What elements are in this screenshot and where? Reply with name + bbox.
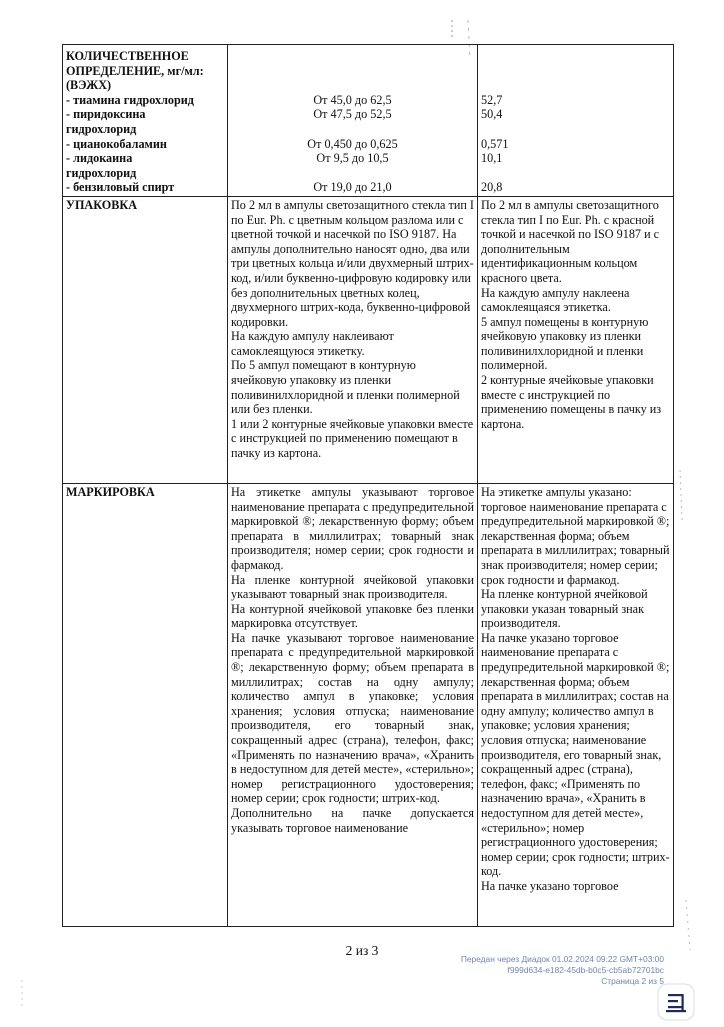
packaging-spec-paragraph: По 5 ампул помещают в контурную ячейковую упаковку из пленки поливинилхлоридной и пленки полимерной или без пленки. bbox=[231, 358, 460, 417]
assay-component-name: - бензиловый спирт bbox=[66, 180, 175, 195]
assay-value bbox=[481, 122, 670, 137]
packaging-spec-paragraph: 1 или 2 контурные ячейковые упаковки вместе с инструкцией по применению помещают в пачку из картона. bbox=[231, 416, 474, 461]
packaging-actual-paragraph: По 2 мл в ампулы светозащитного стекла тип I по Eur. Ph. с красной точкой и насечкой по ISO 9187 и с дополнительным идентификационным кольцом красного цвета. bbox=[481, 197, 660, 285]
marking-spec-paragraph: Дополнительно на пачке допускается указывать торговое наименование bbox=[231, 806, 474, 835]
marking-section bbox=[63, 483, 674, 926]
assay-value bbox=[481, 166, 670, 181]
page-number: 2 из 3 bbox=[345, 943, 379, 958]
assay-range: От 45,0 до 62,5 bbox=[313, 92, 392, 107]
assay-value: 20,8 bbox=[481, 180, 503, 195]
assay-component-name: гидрохлорид bbox=[66, 121, 137, 136]
assay-range: От 47,5 до 52,5 bbox=[313, 107, 392, 122]
diadoc-logo-icon bbox=[656, 982, 696, 1022]
stamp-transfer-line: Передан через Диадок 01.02.2024 09:22 GMT+03:00 bbox=[460, 954, 664, 964]
packaging-actual-cell bbox=[478, 196, 674, 483]
stamp-page-line: Страница 2 из 5 bbox=[601, 976, 664, 986]
packaging-actual-paragraph: 5 ампул помещены в контурную ячейковую упаковку из пленки поливинилхлоридной и пленки полимерной. bbox=[481, 314, 649, 373]
diadoc-stamp bbox=[452, 954, 664, 987]
marking-spec-paragraph: На пленке контурной ячейковой упаковки указывают товарный знак производителя. bbox=[231, 572, 474, 602]
marking-actual-paragraph: На пленке контурной ячейковой упаковки указан товарный знак производителя. bbox=[481, 587, 648, 631]
marking-actual-cell bbox=[478, 483, 674, 926]
assay-section bbox=[63, 45, 674, 197]
assay-component-name: - пиридоксина bbox=[66, 107, 146, 122]
packaging-spec-paragraph: По 2 мл в ампулы светозащитного стекла тип I по Eur. Ph. с цветным кольцом разлома или с цветной точкой и насечкой по ISO 9187. На ампулы дополнительно наносят одно, два или три цветных кольца и/или двухмерный штрих-код, и/или буквенно-цифровую кодировку или без дополнительных цветных колец, двухмерного штрих-кода, буквенно-цифровой кодировки. bbox=[231, 197, 474, 329]
assay-value: 10,1 bbox=[481, 151, 503, 166]
assay-result-cell bbox=[478, 45, 674, 197]
marking-spec-cell bbox=[228, 483, 478, 926]
marking-spec-paragraph: На контурной ячейковой упаковке без пленки маркировка отсутствует. bbox=[231, 601, 474, 631]
marking-actual-paragraph: На этикетке ампулы указано: торговое наименование препарата с предупредительной маркировкой ®; лекарственная форма; объем препарата в миллилитрах; товарный знак производителя; номер серии; срок годности и фармакод. bbox=[481, 484, 670, 587]
assay-spec-cell bbox=[228, 45, 478, 197]
assay-component-name: - цианокобаламин bbox=[66, 136, 167, 151]
assay-component-name: гидрохлорид bbox=[66, 165, 137, 180]
marking-actual-paragraph: На пачке указано торговое bbox=[481, 878, 619, 893]
packaging-actual-paragraph: 2 контурные ячейковые упаковки вместе с инструкцией по применению помещены в пачку из картона. bbox=[481, 373, 662, 431]
assay-component-name: - тиамина гидрохлорид bbox=[66, 92, 194, 107]
assay-title-line: (ВЭЖХ) bbox=[66, 78, 112, 93]
assay-range: От 0,450 до 0,625 bbox=[307, 136, 398, 151]
packaging-label: УПАКОВКА bbox=[63, 196, 228, 483]
packaging-spec-cell bbox=[228, 196, 478, 483]
marking-actual-paragraph: На пачке указано торговое наименование препарата с предупредительной маркировкой ®; лекарственная форма; объем препарата в миллилитрах; состав на одну ампулу; количество ампул в упаковке; условия хранения; условия отпуска; наименование производителя, его товарный знак, сокращенный адрес (страна), телефон, факс; «Применять по назначению врача», «Хранить в недоступном для детей месте», «стерильно»; номер регистрационного удостоверения; номер серии; срок годности; штрих-код. bbox=[481, 630, 670, 879]
marking-spec-paragraph: На этикетке ампулы указывают торговое наименование препарата с предупредительной маркировкой ®; лекарственную форму; объем препарата в миллилитрах; товарный знак производителя; номер серии; срок годности и фармакод. bbox=[231, 484, 474, 572]
assay-value: 0,571 bbox=[481, 136, 509, 151]
assay-title-line: ОПРЕДЕЛЕНИЕ, мг/мл: bbox=[66, 63, 204, 78]
marking-label: МАРКИРОВКА bbox=[63, 483, 228, 926]
packaging-spec-paragraph: На каждую ампулу наклеивают самоклеящуюся этикетку. bbox=[231, 329, 394, 358]
assay-label-cell bbox=[63, 45, 228, 197]
assay-range bbox=[231, 166, 474, 181]
assay-range bbox=[231, 122, 474, 137]
packaging-actual-paragraph: На каждую ампулу наклеена самоклеящаяся этикетка. bbox=[481, 285, 630, 315]
marking-spec-paragraph: На пачке указывают торговое наименование препарата с предупредительной маркировкой ®; лекарственную форму; объем препарата в миллилитрах; состав на одну ампулу; количество ампул в упаковке; условия хранения; условия отпуска; наименование производителя, его товарный знак, сокращенный адрес (страна), телефон, факс; «Применять по назначению врача», «Хранить в недоступном для детей месте», «стерильно»; номер регистрационного удостоверения; номер серии; срок годности; штрих-код. bbox=[231, 630, 474, 806]
assay-title-line: КОЛИЧЕСТВЕННОЕ bbox=[66, 49, 189, 63]
packaging-section bbox=[63, 196, 674, 483]
specification-table bbox=[62, 44, 674, 927]
assay-value: 50,4 bbox=[481, 107, 503, 122]
stamp-guid-line: f999d634-e182-45db-b0c5-cb5ab72701bc bbox=[507, 965, 664, 975]
assay-value: 52,7 bbox=[481, 92, 503, 107]
assay-component-name: - лидокаина bbox=[66, 151, 133, 166]
assay-range: От 9,5 до 10,5 bbox=[316, 151, 389, 166]
assay-range: От 19,0 до 21,0 bbox=[313, 180, 392, 195]
